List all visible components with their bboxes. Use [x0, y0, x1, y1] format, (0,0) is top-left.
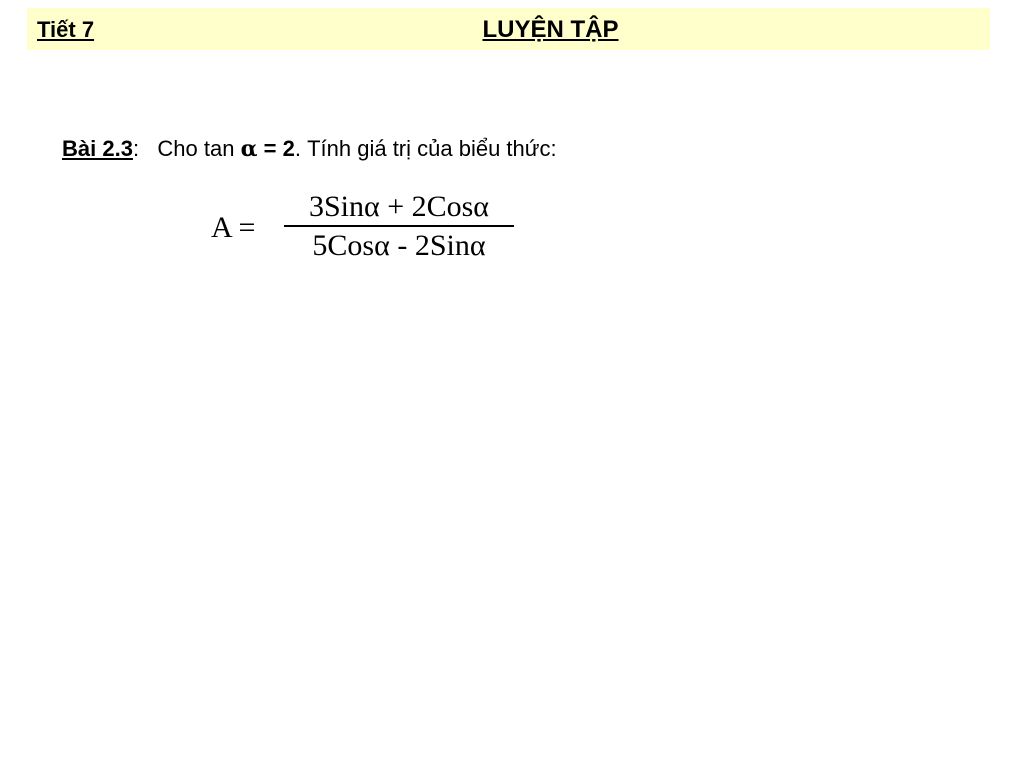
- exercise-colon: :: [132, 136, 140, 161]
- exercise-intro: Cho tan: [157, 136, 235, 161]
- formula-lhs: A =: [211, 211, 256, 244]
- exercise-label: Bài 2.3: [62, 136, 133, 161]
- lesson-label: Tiết 7: [37, 17, 95, 42]
- page-title: LUYỆN TẬP: [482, 16, 619, 43]
- header-bar: [27, 8, 990, 50]
- alpha-symbol: α: [240, 136, 258, 162]
- exercise-statement: [62, 135, 557, 163]
- fraction: [284, 190, 514, 263]
- fraction-bar: [284, 225, 514, 227]
- formula-denominator: 5Cosα - 2Sinα: [312, 229, 486, 262]
- formula-numerator: 3Sinα + 2Cosα: [308, 190, 490, 223]
- exercise-question: . Tính giá trị của biểu thức:: [294, 136, 557, 161]
- exercise-condition: = 2: [263, 136, 295, 161]
